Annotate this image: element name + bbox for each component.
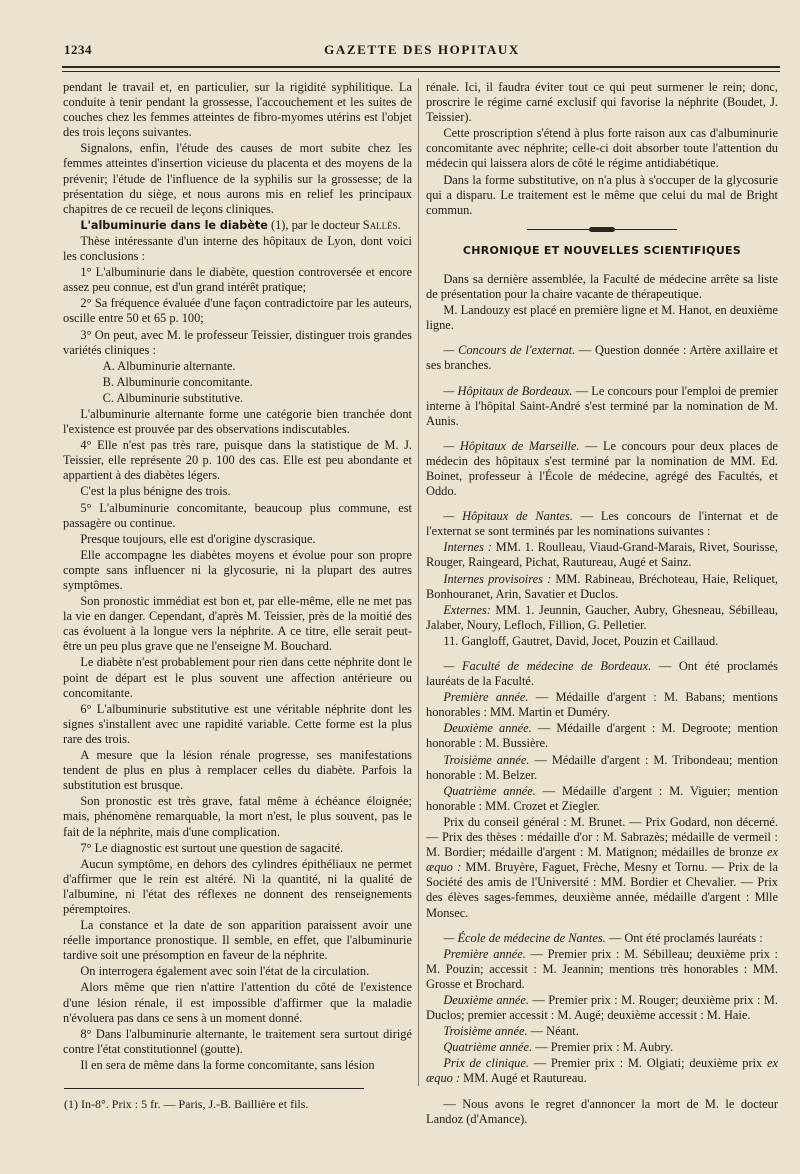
page-header xyxy=(64,42,780,62)
section-title: CHRONIQUE ET NOUVELLES SCIENTIFIQUES xyxy=(462,243,742,257)
news-label: Quatrième année. xyxy=(443,1040,533,1055)
paragraph: La constance et la date de son apparition paraissent avoir une réelle importance pronostique. Il semble, en effet, que l'albuminurie tardive soit une présomption en faveur de la néphrite. xyxy=(63,918,412,963)
paragraph: L'albuminurie alternante forme une catégorie bien tranchée dont l'existence est prouvée par des observations indiscutables. xyxy=(63,406,412,437)
news-text: — Premier prix : M. Olgiati; deuxième prix xyxy=(528,1056,768,1071)
news-label: Première année. xyxy=(443,946,526,961)
news-title: — Hôpitaux de Nantes. xyxy=(443,509,573,524)
news-label: Première année. xyxy=(443,690,529,705)
paragraph: C'est la plus bénigne des trois. xyxy=(80,484,231,499)
news-label: Externes: xyxy=(443,602,491,617)
paragraph: pendant le travail et, en particulier, sur la rigidité syphilitique. La conduite à tenir pendant la grossesse, l'accouchement et les suites de couches chez les femmes atteintes de fibro-myomes utérins est l'objet des trois leçons suivantes. xyxy=(63,80,412,140)
news-text: — Médaille d'argent : M. Babans; mentions honorables : MM. Martin et Duméry. xyxy=(426,690,778,720)
news-subitem xyxy=(426,721,778,751)
news-item: M. Landouzy est placé en première ligne et M. Hanot, en deuxième ligne. xyxy=(426,303,778,333)
news-subitem xyxy=(426,784,778,814)
news-label: Deuxième année. xyxy=(443,992,529,1007)
conclusion-1: 1° L'albuminurie dans le diabète, question controversée et encore assez peu connue, est d'un grand intérêt pratique; xyxy=(63,265,412,295)
article-heading xyxy=(63,218,412,233)
news-text: — Ont été proclamés lauréats : xyxy=(605,930,763,945)
news-label: ex æquo : xyxy=(426,845,778,875)
paragraph: Alors même que rien n'attire l'attention du côté de l'existence d'une lésion rénale, il est impossible d'affirmer que la maladie n'évoluera pas dans ce sens à un moment donné. xyxy=(63,980,412,1025)
news-text: — Premier prix : M. Sébilleau; deuxième prix : M. Pouzin; accessit : M. Jeannin; mentions très honorables : MM. Grosse et Brochard. xyxy=(426,946,778,991)
news-text: — Le concours pour deux places de médecin des hôpitaux s'est terminé par la nomination de MM. Ed. Boinet, professeur à l'École de médecine, agrégé des Facultés, et Oddo. xyxy=(426,438,778,499)
news-item xyxy=(426,931,778,946)
variety-c: C. Albuminurie substitutive. xyxy=(102,390,244,405)
news-text: — Question donnée : Artère axillaire et ses branches. xyxy=(426,343,779,373)
variety-a: A. Albuminurie alternante. xyxy=(102,358,236,373)
header-rule-thin xyxy=(62,71,780,72)
conclusion-5: 5° L'albuminurie concomitante, beaucoup plus commune, est passagère ou continue. xyxy=(63,500,412,530)
news-title: — École de médecine de Nantes. xyxy=(443,930,606,945)
news-text: Prix du conseil général : M. Brunet. — Prix Godard, non décerné. — Prix des thèses : médaille d'or : M. Sabrazès; médaille de vermeil : M. Bordier; médaille d'argent : M. Matignon; médailles de bronze xyxy=(426,814,778,860)
news-subitem xyxy=(426,993,778,1023)
news-subitem xyxy=(426,947,778,992)
conclusion-4: 4° Elle n'est pas très rare, puisque dans la statistique de M. J. Teissier, elle représente 20 p. 100 des cas. Elle est peu abondante et appartient à des diabètes légers. xyxy=(63,438,412,483)
news-text: MM. 1. Jeunnin, Gaucher, Aubry, Ghesneau, Sébilleau, Jalaber, Noury, Lefloch, Fillion, G. Pelletier. xyxy=(426,602,778,632)
news-label: Troisième année. xyxy=(443,1024,528,1039)
news-subitem xyxy=(426,1040,778,1055)
paragraph: On interrogera également avec soin l'état de la circulation. xyxy=(80,964,370,979)
news-title: — Concours de l'externat. xyxy=(443,343,576,358)
news-text: MM. Augé et Rautureau. xyxy=(460,1071,587,1086)
article-author: Sallès. xyxy=(362,217,401,232)
news-item xyxy=(426,509,778,539)
news-text: — Médaille d'argent : M. Degroote; mention honorable : M. Bussière. xyxy=(426,721,778,751)
news-item xyxy=(426,659,778,689)
news-label: Troisième année. xyxy=(443,752,530,767)
paragraph: Le diabète n'est probablement pour rien dans cette néphrite dont le point de départ est le plus souvent une affection antérieure ou concomitante. xyxy=(63,655,412,700)
running-title: GAZETTE DES HOPITAUX xyxy=(324,42,520,57)
news-text: — Ont été proclamés lauréats de la Faculté. xyxy=(426,659,778,689)
news-title: — Hôpitaux de Bordeaux. xyxy=(443,383,573,398)
news-text: — Les concours de l'internat et de l'externat se sont terminés par les nominations suivantes : xyxy=(426,509,778,539)
conclusion-3: 3° On peut, avec M. le professeur Teissier, distinguer trois grandes variétés cliniques : xyxy=(63,327,412,357)
news-item xyxy=(426,343,778,373)
paragraph: Dans la forme substitutive, on n'a plus à s'occuper de la glycosurie qui a disparu. Le traitement est le même que celui du mal de Bright commun. xyxy=(426,172,778,217)
news-title: — Faculté de médecine de Bordeaux. xyxy=(443,659,652,673)
news-title: — Hôpitaux de Marseille. xyxy=(443,438,580,453)
article-ref: (1), par le docteur xyxy=(267,217,363,232)
news-text: MM. Rabineau, Bréchoteau, Haie, Reliquet, Bonhouranet, Arin, Savatier et Duclos. xyxy=(426,571,778,601)
column-divider xyxy=(418,78,419,1086)
news-subitem: 11. Gangloff, Gautret, David, Jocet, Pouzin et Caillaud. xyxy=(443,633,719,648)
variety-b: B. Albuminurie concomitante. xyxy=(102,374,253,389)
news-text: MM. Bruyère, Faguet, Frèche, Mesny et Tornu. — Prix de la Société des amis de l'Université : MM. Bordier et Chevalier. — Prix des élèves sages-femmes, deuxième année, médaille d'argent : Mlle Monsec. xyxy=(426,860,779,920)
news-text: — Médaille d'argent : M. Viguier; mention honorable : MM. Crozet et Ziegler. xyxy=(426,783,779,813)
news-label: Prix de clinique. xyxy=(443,1056,529,1071)
footnote-rule xyxy=(64,1088,364,1089)
news-item xyxy=(426,384,778,429)
news-subitem xyxy=(426,603,778,633)
conclusion-8: 8° Dans l'albuminurie alternante, le traitement sera surtout dirigé contre l'état constitutionnel (goutte). xyxy=(63,1026,412,1056)
paragraph: Elle accompagne les diabètes moyens et évolue pour son propre compte sans influencer ni la glycosurie, ni la plupart des autres symptômes. xyxy=(63,547,412,592)
news-label: Quatrième année. xyxy=(443,783,536,798)
news-label: ex æquo : xyxy=(426,1056,779,1086)
article-title: L'albuminurie dans le diabète xyxy=(80,218,268,232)
conclusion-2: 2° Sa fréquence évaluée d'une façon contradictoire par les auteurs, oscille entre 50 et 65 p. 100; xyxy=(63,296,412,326)
left-column xyxy=(63,80,412,1074)
news-text: — Premier prix : M. Rouger; deuxième prix : M. Duclos; premier accessit : M. Augé; deuxième accessit : M. Haie. xyxy=(426,992,778,1023)
paragraph: Son pronostic immédiat est bon et, par elle-même, elle ne met pas la vie en danger. Cependant, d'après M. Teissier, près de la moitié des cas évoluent à la longue vers la néphrite. A ce titre, elle serait peut-être un peu plus grave que ne l'enseigne M. Bouchard. xyxy=(63,594,412,654)
paragraph: Cette proscription s'étend à plus forte raison aux cas d'albuminurie concomitante avec néphrite; celle-ci doit absorber toute l'attention du médecin qui laissera alors de côté le régime antidiabétique. xyxy=(426,126,778,171)
paragraph: Aucun symptôme, en dehors des cylindres épithéliaux ne permet d'affirmer que le rein est altéré. Ni la quantité, ni la qualité de l'albumine, ni l'état des réflexes ne donnent des renseignements péremptoires. xyxy=(63,856,412,916)
paragraph: Signalons, enfin, l'étude des causes de mort subite chez les femmes atteintes d'insertion vicieuse du placenta et des moyens de la prévenir; l'étude de l'influence de la syphilis sur la grossesse; de la présentation du siège, et nous aurons mis en relief les principaux chapitres de ce recueil de leçons cliniques. xyxy=(63,141,412,216)
news-text: — Médaille d'argent : M. Tribondeau; mention honorable : M. Belzer. xyxy=(426,752,778,782)
news-subitem xyxy=(426,1056,778,1086)
paragraph: rénale. Ici, il faudra éviter tout ce qui peut surmener le rein; donc, proscrire le régime carné exclusif qui favorise la néphrite (Boudet, J. Teissier). xyxy=(426,80,778,125)
news-label: Internes : xyxy=(443,540,492,555)
conclusion-6: 6° L'albuminurie substitutive est une véritable néphrite dont les signes s'installent avec une rapidité variable. Cette forme est la plus rare des trois. xyxy=(63,701,412,746)
news-subitem xyxy=(426,572,778,602)
paragraph: Il en sera de même dans la forme concomitante, sans lésion xyxy=(80,1057,375,1072)
news-item: — Nous avons le regret d'annoncer la mort de M. le docteur Landoz (d'Amance). xyxy=(426,1096,778,1126)
paragraph: Son pronostic est très grave, fatal même à échéance éloignée; mais, phénomène remarquable, la mort n'est, le plus souvent, pas le fait de la néphrite, mais d'une complication. xyxy=(63,794,412,839)
news-label: Internes provisoires : xyxy=(443,571,552,586)
footnote: (1) In-8°. Prix : 5 fr. — Paris, J.-B. Baillière et fils. xyxy=(64,1097,309,1111)
news-item: Dans sa dernière assemblée, la Faculté de médecine arrête sa liste de présentation pour la chaire vacante de thérapeutique. xyxy=(426,271,778,302)
news-label: Deuxième année. xyxy=(443,721,532,736)
news-subitem xyxy=(426,540,778,570)
paragraph: A mesure que la lésion rénale progresse, ses manifestations tendent de plus en plus à remplacer celles du diabète. Parfois la substitution est brusque. xyxy=(63,748,412,793)
news-text: MM. 1. Roulleau, Viaud-Grand-Marais, Rivet, Sourisse, Rouger, Raingeard, Pichat, Rautureau, Augé et Sainz. xyxy=(426,540,778,570)
paragraph: Thèse intéressante d'un interne des hôpitaux de Lyon, dont voici les conclusions : xyxy=(63,233,412,264)
section-separator xyxy=(527,226,677,233)
news-item xyxy=(426,439,778,499)
news-text: — Néant. xyxy=(527,1024,579,1039)
news-subitem xyxy=(426,1024,778,1039)
header-rule xyxy=(62,66,780,68)
page-number: 1234 xyxy=(64,42,92,57)
news-text: — Premier prix : M. Aubry. xyxy=(532,1040,674,1055)
separator-ornament xyxy=(589,227,615,232)
news-subitem xyxy=(426,690,778,720)
conclusion-7: 7° Le diagnostic est surtout une question de sagacité. xyxy=(80,840,344,855)
news-text: — Le concours pour l'emploi de premier interne à l'hôpital Saint-André s'est terminé par la nomination de M. Aunis. xyxy=(426,383,778,428)
right-column xyxy=(426,80,778,1128)
paragraph: Presque toujours, elle est d'origine dyscrasique. xyxy=(80,531,316,546)
news-subitem xyxy=(426,753,778,783)
news-subitem xyxy=(426,815,778,921)
